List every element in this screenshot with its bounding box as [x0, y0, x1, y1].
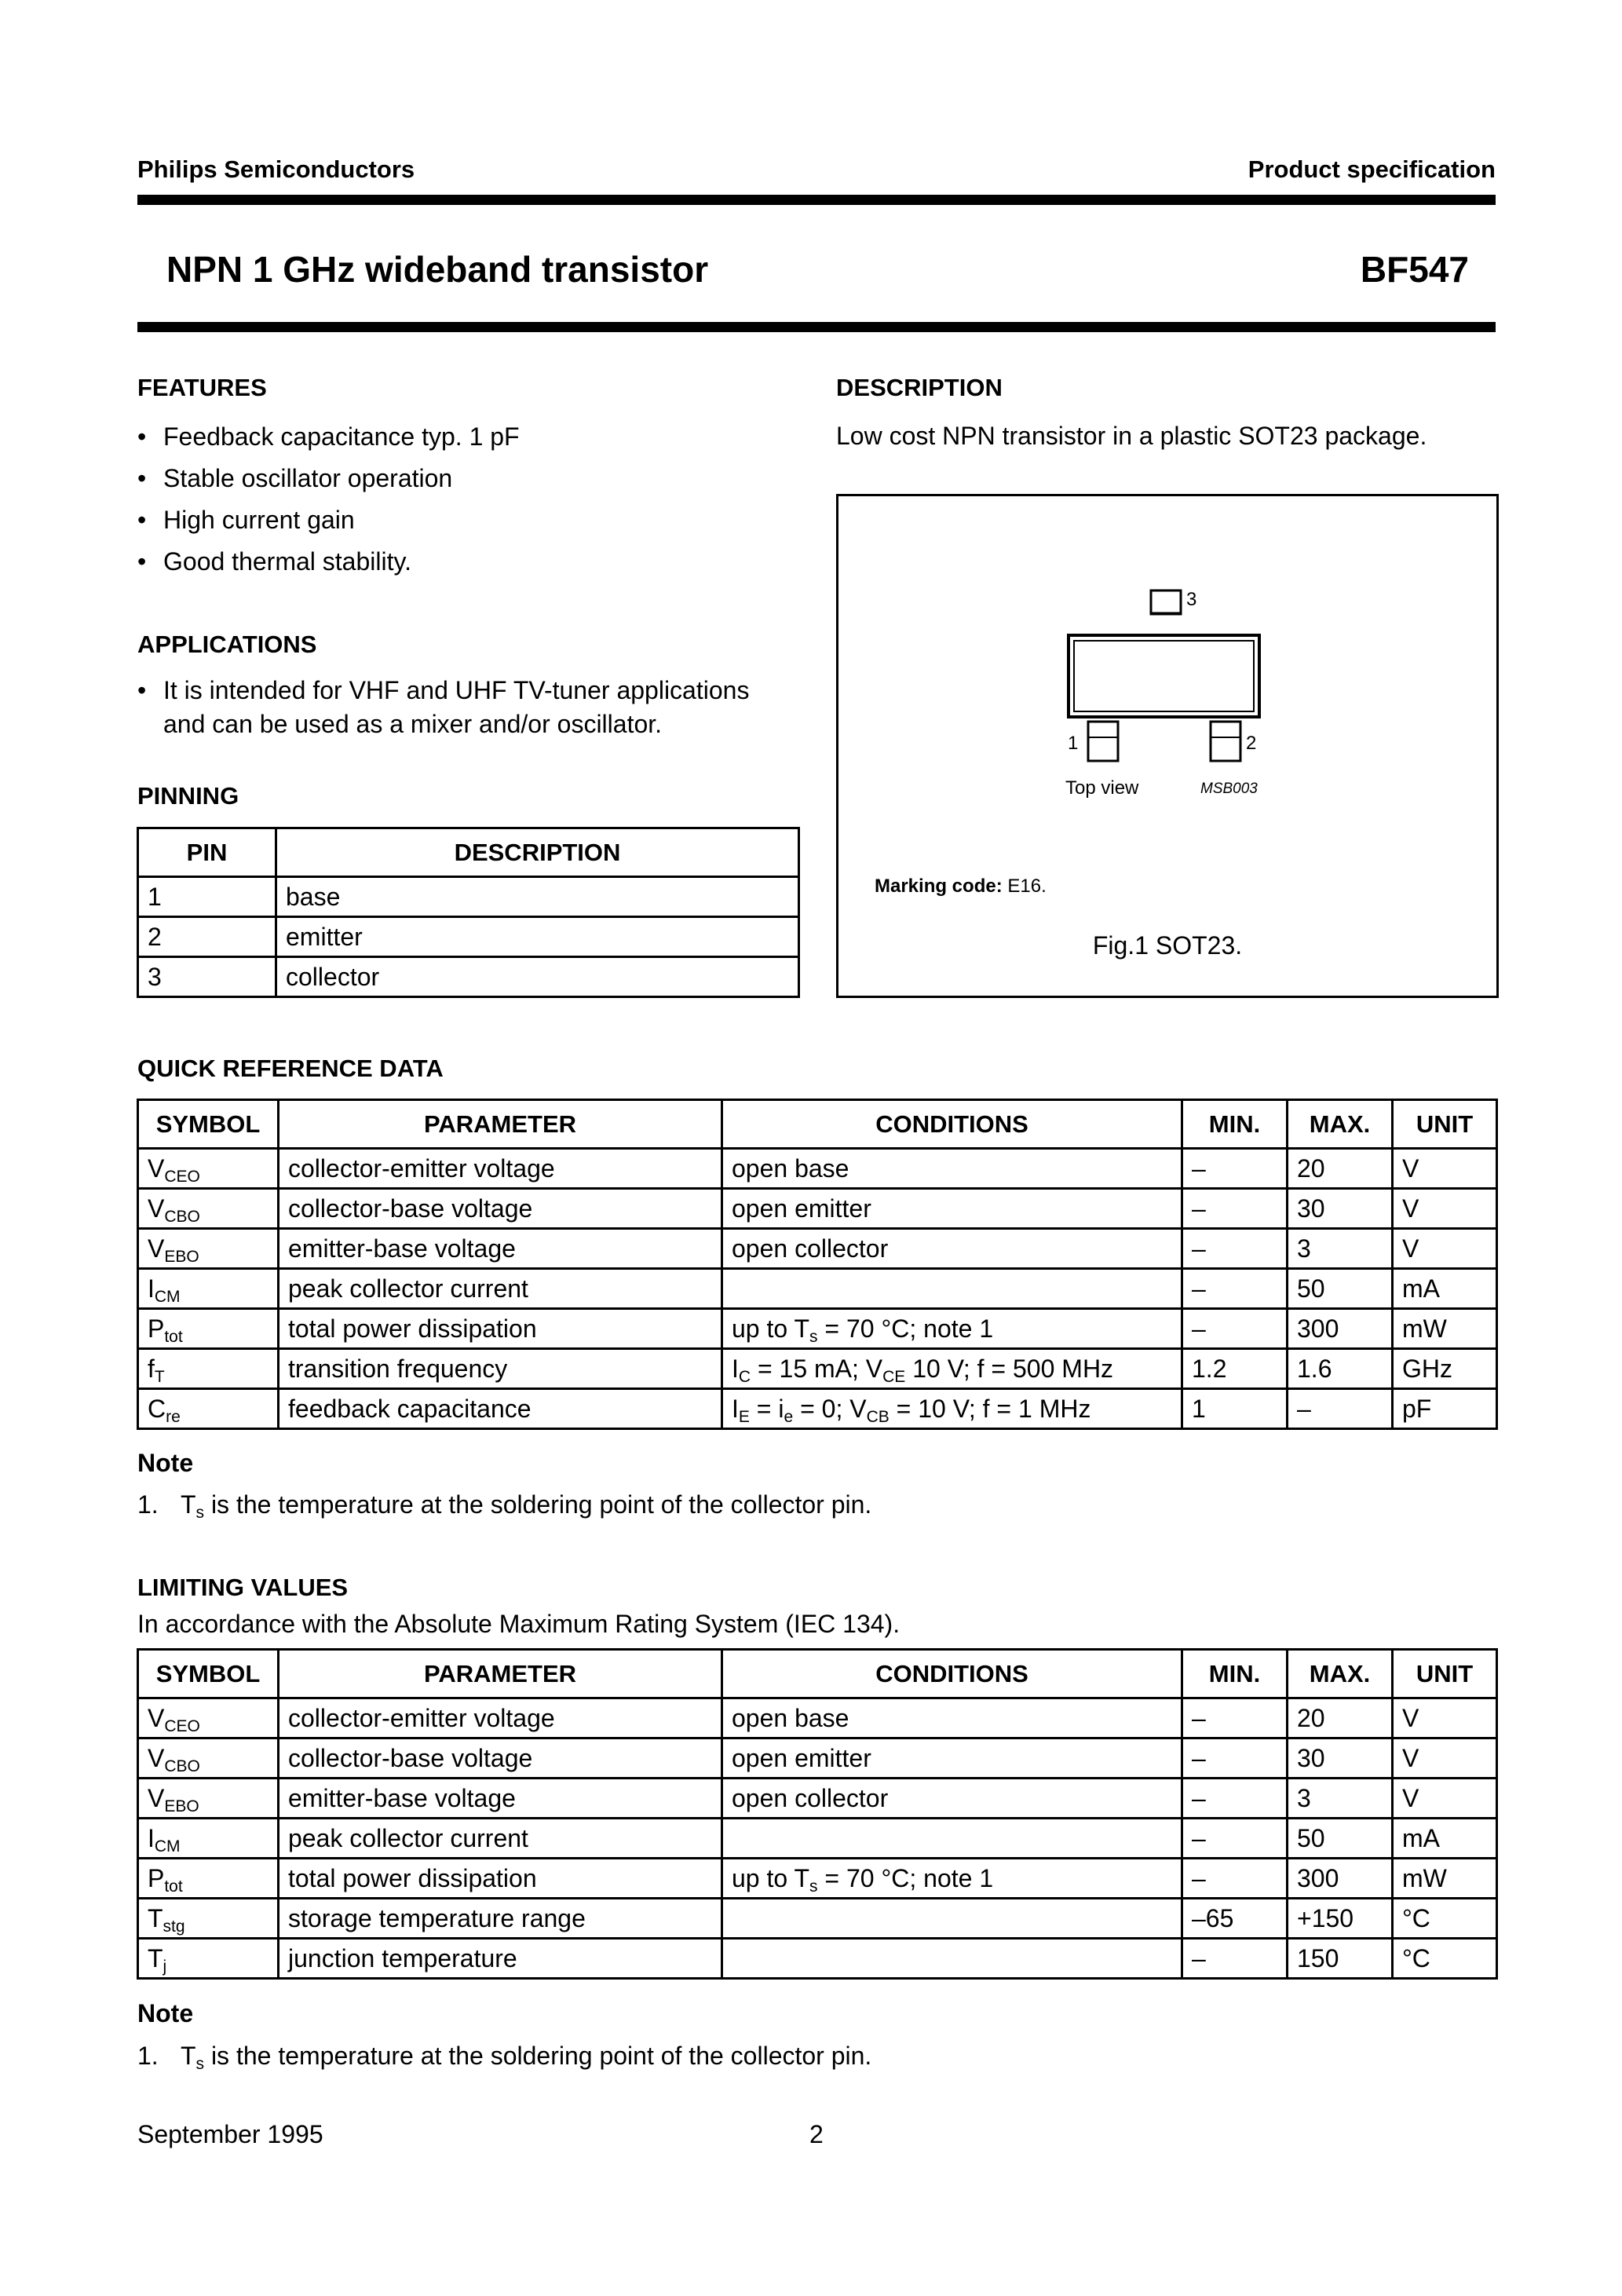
features-heading: FEATURES — [137, 374, 267, 401]
description-text: Low cost NPN transistor in a plastic SOT23 package. — [836, 422, 1427, 450]
table-row — [138, 1269, 1497, 1309]
column-header: MIN. — [1182, 1650, 1288, 1698]
table-row — [138, 877, 799, 917]
limiting-values-heading: LIMITING VALUES — [137, 1574, 349, 1601]
symbol-cell: $T_{stg}$ — [138, 1899, 279, 1939]
view-label: Top view — [1065, 777, 1139, 799]
column-header: PARAMETER — [279, 1100, 722, 1149]
conditions-cell: open base — [722, 1698, 1182, 1738]
table-row — [138, 1149, 1497, 1189]
symbol-cell: $V_{CBO}$ — [138, 1738, 279, 1779]
parameter-cell: collector-emitter voltage — [279, 1149, 722, 1189]
limiting-values-note — [137, 2042, 871, 2071]
unit-cell: V — [1393, 1738, 1497, 1779]
max-cell: 30 — [1288, 1189, 1393, 1229]
parameter-cell: feedback capacitance — [279, 1389, 722, 1429]
table-row — [138, 957, 799, 997]
column-header: UNIT — [1393, 1100, 1497, 1149]
parameter-cell: junction temperature — [279, 1939, 722, 1979]
parameter-cell: collector-emitter voltage — [279, 1698, 722, 1738]
pin-description: collector — [276, 957, 799, 997]
unit-cell: mW — [1393, 1309, 1497, 1349]
document-type: Product specification — [1248, 155, 1496, 183]
conditions-cell: open emitter — [722, 1738, 1182, 1779]
pin-number: 2 — [138, 917, 276, 957]
symbol-cell: $V_{CBO}$ — [138, 1189, 279, 1229]
unit-cell: °C — [1393, 1899, 1497, 1939]
column-header: SYMBOL — [138, 1650, 279, 1698]
note-number: 1. — [137, 2042, 159, 2070]
max-cell: 300 — [1288, 1859, 1393, 1899]
conditions-cell: open base — [722, 1149, 1182, 1189]
pinning-heading: PINNING — [137, 782, 239, 810]
parameter-cell: collector-base voltage — [279, 1738, 722, 1779]
unit-cell: mA — [1393, 1269, 1497, 1309]
max-cell: 1.6 — [1288, 1349, 1393, 1389]
feature-item: • Good thermal stability. — [137, 541, 789, 583]
min-cell: – — [1182, 1738, 1288, 1779]
symbol-cell: $I_{CM}$ — [138, 1819, 279, 1859]
page-title: NPN 1 GHz wideband transistor — [166, 249, 709, 290]
symbol-cell: $C_{re}$ — [138, 1389, 279, 1429]
feature-item: • Feedback capacitance typ. 1 pF — [137, 416, 789, 458]
table-row — [138, 1738, 1497, 1779]
figure-caption: Fig.1 SOT23. — [1092, 931, 1243, 960]
max-cell: 50 — [1288, 1269, 1393, 1309]
conditions-cell — [722, 1899, 1182, 1939]
conditions-cell: open collector — [722, 1229, 1182, 1269]
description-heading: DESCRIPTION — [836, 374, 1003, 401]
symbol-cell: $T_j$ — [138, 1939, 279, 1979]
column-header: CONDITIONS — [722, 1100, 1182, 1149]
symbol-cell: $f_T$ — [138, 1349, 279, 1389]
table-row — [138, 1229, 1497, 1269]
min-cell: 1.2 — [1182, 1349, 1288, 1389]
column-header: UNIT — [1393, 1650, 1497, 1698]
min-cell: –65 — [1182, 1899, 1288, 1939]
min-cell: – — [1182, 1309, 1288, 1349]
note-text: $T_s$ is the temperature at the soldering point of the collector pin. — [181, 2042, 872, 2073]
table-row — [138, 1389, 1497, 1429]
marking-code-label: Marking code: — [875, 876, 1003, 897]
min-cell: – — [1182, 1229, 1288, 1269]
applications-heading: APPLICATIONS — [137, 631, 317, 658]
application-item: • It is intended for VHF and UHF TV-tuner applications and can be used as a mixer and/or oscillator. — [137, 674, 789, 741]
conditions-cell: $I_C = 15$ mA; $V_{CE}$ 10 V; f = 500 MHz — [722, 1349, 1182, 1389]
note-number: 1. — [137, 1490, 159, 1519]
marking-code-value: E16. — [1007, 876, 1047, 897]
feature-item: • Stable oscillator operation — [137, 458, 789, 499]
unit-cell: GHz — [1393, 1349, 1497, 1389]
pin-description: emitter — [276, 917, 799, 957]
unit-cell: V — [1393, 1189, 1497, 1229]
max-cell: 300 — [1288, 1309, 1393, 1349]
parameter-cell: total power dissipation — [279, 1309, 722, 1349]
symbol-cell: $V_{CEO}$ — [138, 1698, 279, 1738]
table-row — [138, 1698, 1497, 1738]
unit-cell: mA — [1393, 1819, 1497, 1859]
conditions-cell — [722, 1939, 1182, 1979]
conditions-cell: up to $T_s = 70$ °C; note 1 — [722, 1309, 1182, 1349]
max-cell: 150 — [1288, 1939, 1393, 1979]
page-number: 2 — [809, 2120, 824, 2148]
unit-cell: V — [1393, 1698, 1497, 1738]
unit-cell: V — [1393, 1779, 1497, 1819]
conditions-cell: up to $T_s = 70$ °C; note 1 — [722, 1859, 1182, 1899]
drawing-code: MSB003 — [1200, 781, 1258, 797]
quick-reference-table — [137, 1099, 1498, 1430]
conditions-cell: $I_E = i_e = 0$; $V_{CB} = 10$ V; f = 1 MHz — [722, 1389, 1182, 1429]
min-cell: – — [1182, 1779, 1288, 1819]
parameter-cell: total power dissipation — [279, 1859, 722, 1899]
unit-cell: mW — [1393, 1859, 1497, 1899]
conditions-cell — [722, 1269, 1182, 1309]
symbol-cell: $V_{EBO}$ — [138, 1779, 279, 1819]
package-figure — [836, 494, 1499, 998]
table-row — [138, 1899, 1497, 1939]
footer-date: September 1995 — [137, 2120, 323, 2148]
table-row — [138, 1939, 1497, 1979]
table-row — [138, 1819, 1497, 1859]
column-header: MAX. — [1288, 1100, 1393, 1149]
features-list — [137, 416, 789, 583]
column-header: PARAMETER — [279, 1650, 722, 1698]
conditions-cell: open emitter — [722, 1189, 1182, 1229]
table-row — [138, 1349, 1497, 1389]
table-row — [138, 1309, 1497, 1349]
table-header-row — [138, 828, 799, 877]
min-cell: – — [1182, 1698, 1288, 1738]
parameter-cell: emitter-base voltage — [279, 1229, 722, 1269]
min-cell: – — [1182, 1269, 1288, 1309]
min-cell: – — [1182, 1939, 1288, 1979]
pin-label-2: 2 — [1246, 733, 1257, 754]
max-cell: – — [1288, 1389, 1393, 1429]
pin-label-3: 3 — [1186, 589, 1197, 610]
column-header: SYMBOL — [138, 1100, 279, 1149]
header-rule-bottom — [137, 322, 1496, 332]
part-number: BF547 — [1360, 249, 1469, 290]
pin-description: base — [276, 877, 799, 917]
quick-reference-note-heading: Note — [137, 1449, 194, 1477]
quick-reference-heading: QUICK REFERENCE DATA — [137, 1055, 444, 1082]
unit-cell: pF — [1393, 1389, 1497, 1429]
unit-cell: V — [1393, 1149, 1497, 1189]
max-cell: 30 — [1288, 1738, 1393, 1779]
column-header: MAX. — [1288, 1650, 1393, 1698]
min-cell: – — [1182, 1149, 1288, 1189]
table-row — [138, 1859, 1497, 1899]
limiting-values-table — [137, 1648, 1498, 1980]
min-cell: 1 — [1182, 1389, 1288, 1429]
max-cell: 3 — [1288, 1779, 1393, 1819]
symbol-cell: $P_{tot}$ — [138, 1309, 279, 1349]
max-cell: 50 — [1288, 1819, 1393, 1859]
quick-reference-note — [137, 1490, 872, 1522]
min-cell: – — [1182, 1189, 1288, 1229]
symbol-cell: $V_{EBO}$ — [138, 1229, 279, 1269]
conditions-cell: open collector — [722, 1779, 1182, 1819]
max-cell: +150 — [1288, 1899, 1393, 1939]
parameter-cell: peak collector current — [279, 1269, 722, 1309]
applications-list — [137, 674, 789, 741]
table-header-row — [138, 1100, 1497, 1149]
sot23-outline-drawing — [838, 496, 1496, 996]
parameter-cell: storage temperature range — [279, 1899, 722, 1939]
table-header-row — [138, 1650, 1497, 1698]
table-row — [138, 917, 799, 957]
column-header: PIN — [138, 828, 276, 877]
limiting-values-intro: In accordance with the Absolute Maximum Rating System (IEC 134). — [137, 1610, 901, 1638]
pin-number: 1 — [138, 877, 276, 917]
unit-cell: °C — [1393, 1939, 1497, 1979]
max-cell: 20 — [1288, 1698, 1393, 1738]
feature-item: • High current gain — [137, 499, 789, 541]
marking-code — [875, 876, 1047, 898]
symbol-cell: $I_{CM}$ — [138, 1269, 279, 1309]
column-header: MIN. — [1182, 1100, 1288, 1149]
note-text: $T_s$ is the temperature at the soldering point of the collector pin. — [181, 1490, 872, 1522]
column-header: DESCRIPTION — [276, 828, 799, 877]
max-cell: 3 — [1288, 1229, 1393, 1269]
header-rule-top — [137, 195, 1496, 205]
min-cell: – — [1182, 1859, 1288, 1899]
company-name: Philips Semiconductors — [137, 155, 415, 183]
pin-label-1: 1 — [1068, 733, 1079, 754]
unit-cell: V — [1393, 1229, 1497, 1269]
pinning-table — [137, 827, 800, 998]
table-row — [138, 1189, 1497, 1229]
table-row — [138, 1779, 1497, 1819]
conditions-cell — [722, 1819, 1182, 1859]
parameter-cell: peak collector current — [279, 1819, 722, 1859]
max-cell: 20 — [1288, 1149, 1393, 1189]
parameter-cell: collector-base voltage — [279, 1189, 722, 1229]
min-cell: – — [1182, 1819, 1288, 1859]
symbol-cell: $V_{CEO}$ — [138, 1149, 279, 1189]
parameter-cell: emitter-base voltage — [279, 1779, 722, 1819]
parameter-cell: transition frequency — [279, 1349, 722, 1389]
column-header: CONDITIONS — [722, 1650, 1182, 1698]
limiting-values-note-heading: Note — [137, 1999, 194, 2027]
pin-number: 3 — [138, 957, 276, 997]
symbol-cell: $P_{tot}$ — [138, 1859, 279, 1899]
